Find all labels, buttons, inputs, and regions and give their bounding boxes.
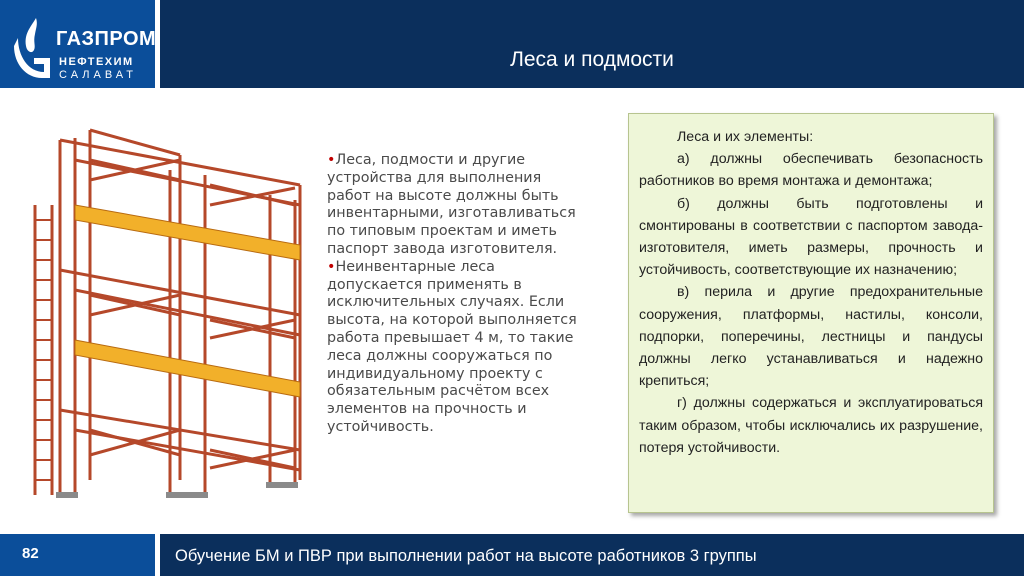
bullet-item: •Леса, подмости и другие устройства для выполнения работ на высоте должны быть инвентарными, изготавливаться по типовым проектам и иметь паспорт завода изготовителя. xyxy=(327,152,576,257)
requirements-box xyxy=(628,113,994,513)
requirements-heading: Леса и их элементы: xyxy=(677,129,814,145)
requirement-item: г) должны содержаться и эксплуатироваться таким образом, чтобы исключались их разрушение, потеря устойчивости. xyxy=(639,395,983,456)
requirement-item: в) перила и другие предохранительные сооружения, платформы, настилы, консоли, подпорки, поперечины, лестницы и пандусы должны легко устанавливаться и надежно крепиться; xyxy=(639,284,983,390)
bullet-dot-icon: • xyxy=(327,152,336,168)
bullet-dot-icon: • xyxy=(327,258,336,275)
page-title: Леса и подмости xyxy=(510,48,674,71)
logo-text-main: ГАЗПРОМ xyxy=(56,28,157,50)
requirement-item: а) должны обеспечивать безопасность работников во время монтажа и демонтажа; xyxy=(639,151,983,190)
page-number: 82 xyxy=(22,545,39,562)
bullet-list xyxy=(327,152,587,437)
header-divider xyxy=(0,88,1024,90)
scaffold-illustration xyxy=(20,110,320,505)
logo-text-sub2: САЛАВАТ xyxy=(59,69,138,81)
flame-logo-icon xyxy=(14,16,54,78)
footer-caption: Обучение БМ и ПВР при выполнении работ на высоте работников 3 группы xyxy=(175,547,757,565)
header-bar xyxy=(160,0,1024,88)
bullet-item: •Неинвентарные леса допускается применять в исключительных случаях. Если высота, на которой выполняется работа превышает 4 м, то такие леса должны сооружаться по индивидуальному проекту с обязательным расчётом всех элементов на прочность и устойчивость. xyxy=(327,258,577,435)
company-logo xyxy=(14,16,157,86)
logo-text-sub1: НЕФТЕХИМ xyxy=(59,56,134,68)
requirement-item: б) должны быть подготовлены и смонтированы в соответствии с паспортом завода-изготовителя, иметь размеры, прочность и устойчивость, соответствующие их назначению; xyxy=(639,195,983,279)
